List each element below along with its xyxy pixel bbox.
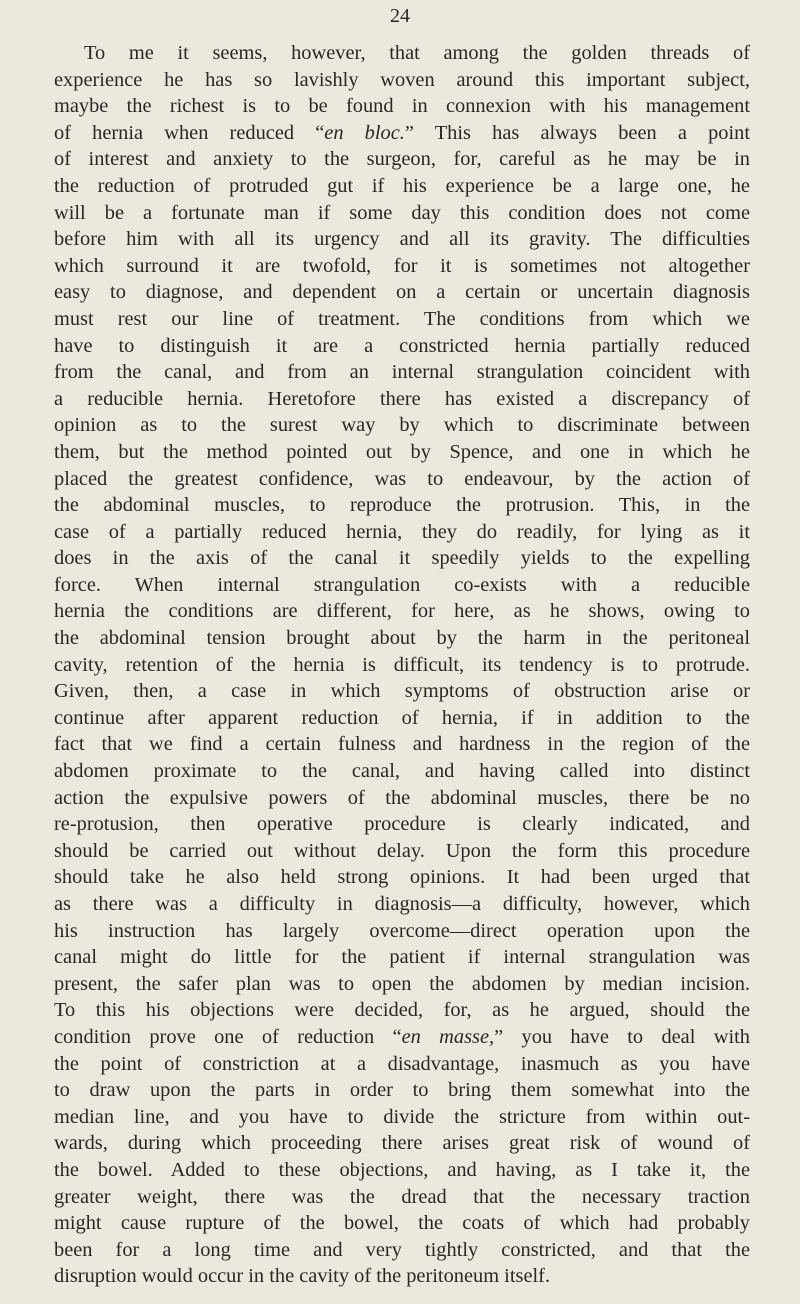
text-line: re-protusion, then operative procedure is clearly indicated, and <box>54 813 750 836</box>
text-line: hernia the conditions are different, for here, as he shows, owing to <box>54 600 750 623</box>
text-line: should be carried out without delay. Upon the form this procedure <box>54 839 750 862</box>
text-line: maybe the richest is to be found in connexion with his management <box>54 95 750 118</box>
text-line: his instruction has largely overcome—direct operation upon the <box>54 919 750 942</box>
text-line: of interest and anxiety to the surgeon, for, careful as he may be in <box>54 148 750 171</box>
text-line: the point of constriction at a disadvantage, inasmuch as you have <box>54 1052 750 1075</box>
text-line: action the expulsive powers of the abdominal muscles, there be no <box>54 786 750 809</box>
text-line: a reducible hernia. Heretofore there has existed a discrepancy of <box>54 387 750 410</box>
text-line: them, but the method pointed out by Spence, and one in which he <box>54 440 750 463</box>
text-line: been for a long time and very tightly constricted, and that the <box>54 1238 750 1261</box>
text-line: placed the greatest confidence, was to endeavour, by the action of <box>54 467 750 490</box>
text-line: the abdominal tension brought about by the harm in the peritoneal <box>54 627 750 650</box>
text-line: does in the axis of the canal it speedily yields to the expelling <box>54 547 750 570</box>
text-line: of hernia when reduced “en bloc.” This has always been a point <box>54 121 750 144</box>
text-line: have to distinguish it are a constricted hernia partially reduced <box>54 334 750 357</box>
text-line: To this his objections were decided, for, as he argued, should the <box>54 999 750 1022</box>
text-line: the reduction of protruded gut if his experience be a large one, he <box>54 174 750 197</box>
text-line: to draw upon the parts in order to bring them somewhat into the <box>54 1079 750 1102</box>
text-line: Given, then, a case in which symptoms of obstruction arise or <box>54 680 750 703</box>
text-line: might cause rupture of the bowel, the coats of which had probably <box>54 1212 750 1235</box>
text-line: as there was a difficulty in diagnosis—a difficulty, however, which <box>54 893 750 915</box>
text-line: fact that we find a certain fulness and hardness in the region of the <box>54 733 750 756</box>
text-line: should take he also held strong opinions. It had been urged that <box>54 866 750 889</box>
body-paragraph <box>54 40 750 1290</box>
text-line: the bowel. Added to these objections, and having, as I take it, the <box>54 1158 750 1181</box>
text-line: present, the safer plan was to open the abdomen by median incision. <box>54 972 750 995</box>
text-line: case of a partially reduced hernia, they do readily, for lying as it <box>54 520 750 543</box>
text-line: force. When internal strangulation co-exists with a reducible <box>54 573 750 596</box>
text-line: must rest our line of treatment. The conditions from which we <box>54 307 750 330</box>
text-line: continue after apparent reduction of hernia, if in addition to the <box>54 706 750 729</box>
text-line: experience he has so lavishly woven around this important subject, <box>54 68 750 91</box>
text-line: cavity, retention of the hernia is difficult, its tendency is to protrude. <box>54 653 750 676</box>
text-line: greater weight, there was the dread that the necessary traction <box>54 1185 750 1208</box>
text-line: abdomen proximate to the canal, and having called into distinct <box>54 760 750 783</box>
text-line: before him with all its urgency and all its gravity. The difficulties <box>54 228 750 251</box>
text-line: To me it seems, however, that among the golden threads of <box>84 42 750 64</box>
text-line: median line, and you have to divide the stricture from within out- <box>54 1105 750 1128</box>
text-line: from the canal, and from an internal strangulation coincident with <box>54 361 750 384</box>
page-number: 24 <box>390 5 410 27</box>
text-line: will be a fortunate man if some day this condition does not come <box>54 201 750 224</box>
text-line: canal might do little for the patient if internal strangulation was <box>54 946 750 969</box>
text-line: disruption would occur in the cavity of the peritoneum itself. <box>54 1265 551 1288</box>
text-line: which surround it are twofold, for it is sometimes not altogether <box>54 254 750 277</box>
text-line: opinion as to the surest way by which to discriminate between <box>54 414 750 437</box>
text-line: wards, during which proceeding there arises great risk of wound of <box>54 1132 750 1155</box>
text-line: easy to diagnose, and dependent on a certain or uncertain diagnosis <box>54 281 750 304</box>
text-line: condition prove one of reduction “en masse,” you have to deal with <box>54 1025 750 1048</box>
text-line: the abdominal muscles, to reproduce the protrusion. This, in the <box>54 494 750 517</box>
